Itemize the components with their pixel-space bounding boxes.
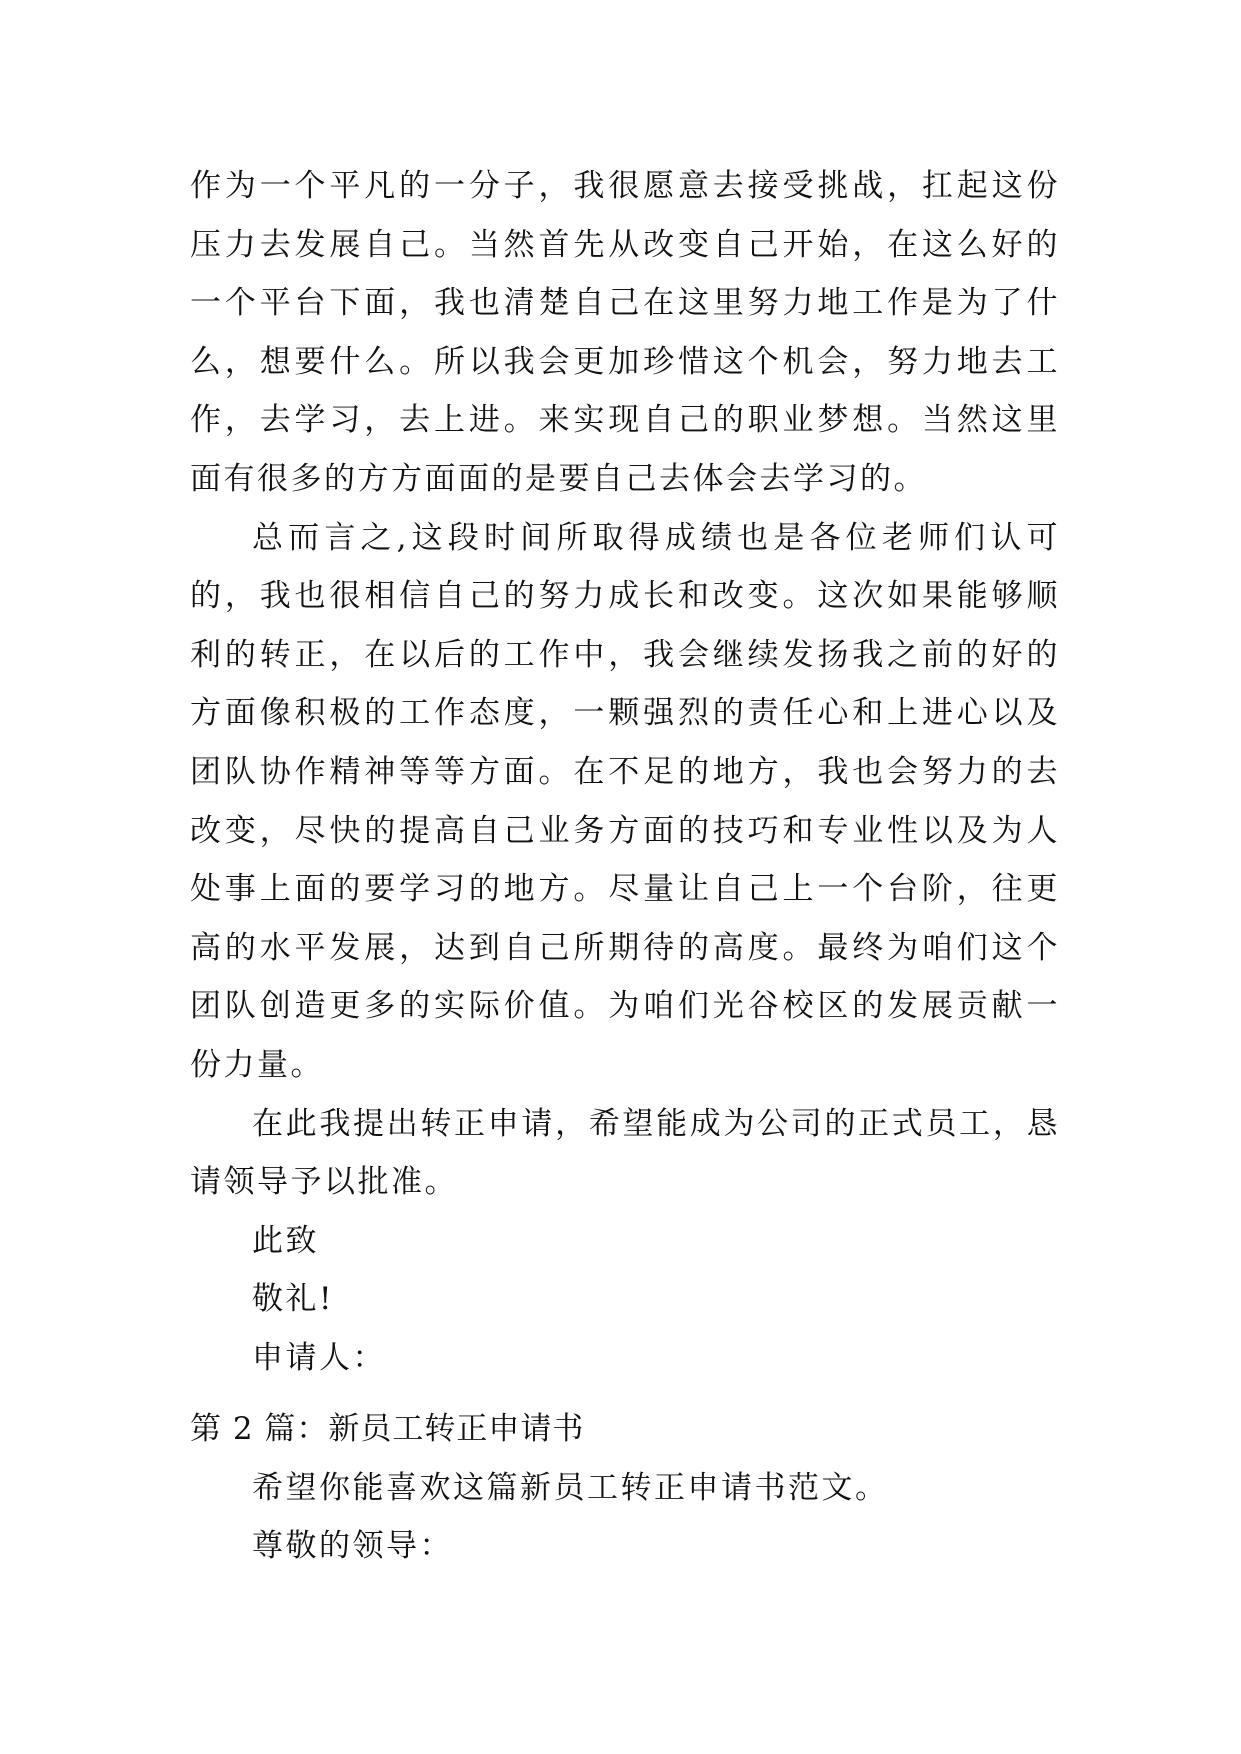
closing-regards: 敬礼! [252, 1281, 334, 1318]
section-2-greeting: 尊敬的领导： [252, 1528, 453, 1565]
letter-body [190, 157, 1060, 1387]
paragraph-3: 在此我提出转正申请，希望能成为公司的正式员工，恳请领导予以批准。 [190, 1105, 1060, 1201]
closing-salutation: 此致 [252, 1222, 319, 1259]
section-2-heading: 第 2 篇：新员工转正申请书 [190, 1411, 585, 1447]
section-2 [190, 1400, 1060, 1576]
paragraph-1: 作为一个平凡的一分子，我很愿意去接受挑战，扛起这份压力去发展自己。当然首先从改变自己开始，在这么好的一个平台下面，我也清楚自己在这里努力地工作是为了什么，想要什么。所以我会更加珍惜这个机会，努力地去工作，去学习，去上进。来实现自己的职业梦想。当然这里面有很多的方方面面的是要自己去体会去学习的。 [190, 168, 1060, 497]
applicant-signature-line: 申请人： [252, 1339, 386, 1376]
paragraph-2: 总而言之,这段时间所取得成绩也是各位老师们认可的，我也很相信自己的努力成长和改变。这次如果能够顺利的转正，在以后的工作中，我会继续发扬我之前的好的方面像积极的工作态度，一颗强烈的责任心和上进心以及团队协作精神等等方面。在不足的地方，我也会努力的去改变，尽快的提高自己业务方面的技巧和专业性以及为人处事上面的要学习的地方。尽量让自己上一个台阶，往更高的水平发展，达到自己所期待的高度。最终为咱们这个团队创造更多的实际价值。为咱们光谷校区的发展贡献一份力量。 [190, 519, 1060, 1083]
section-2-intro: 希望你能喜欢这篇新员工转正申请书范文。 [252, 1469, 889, 1506]
